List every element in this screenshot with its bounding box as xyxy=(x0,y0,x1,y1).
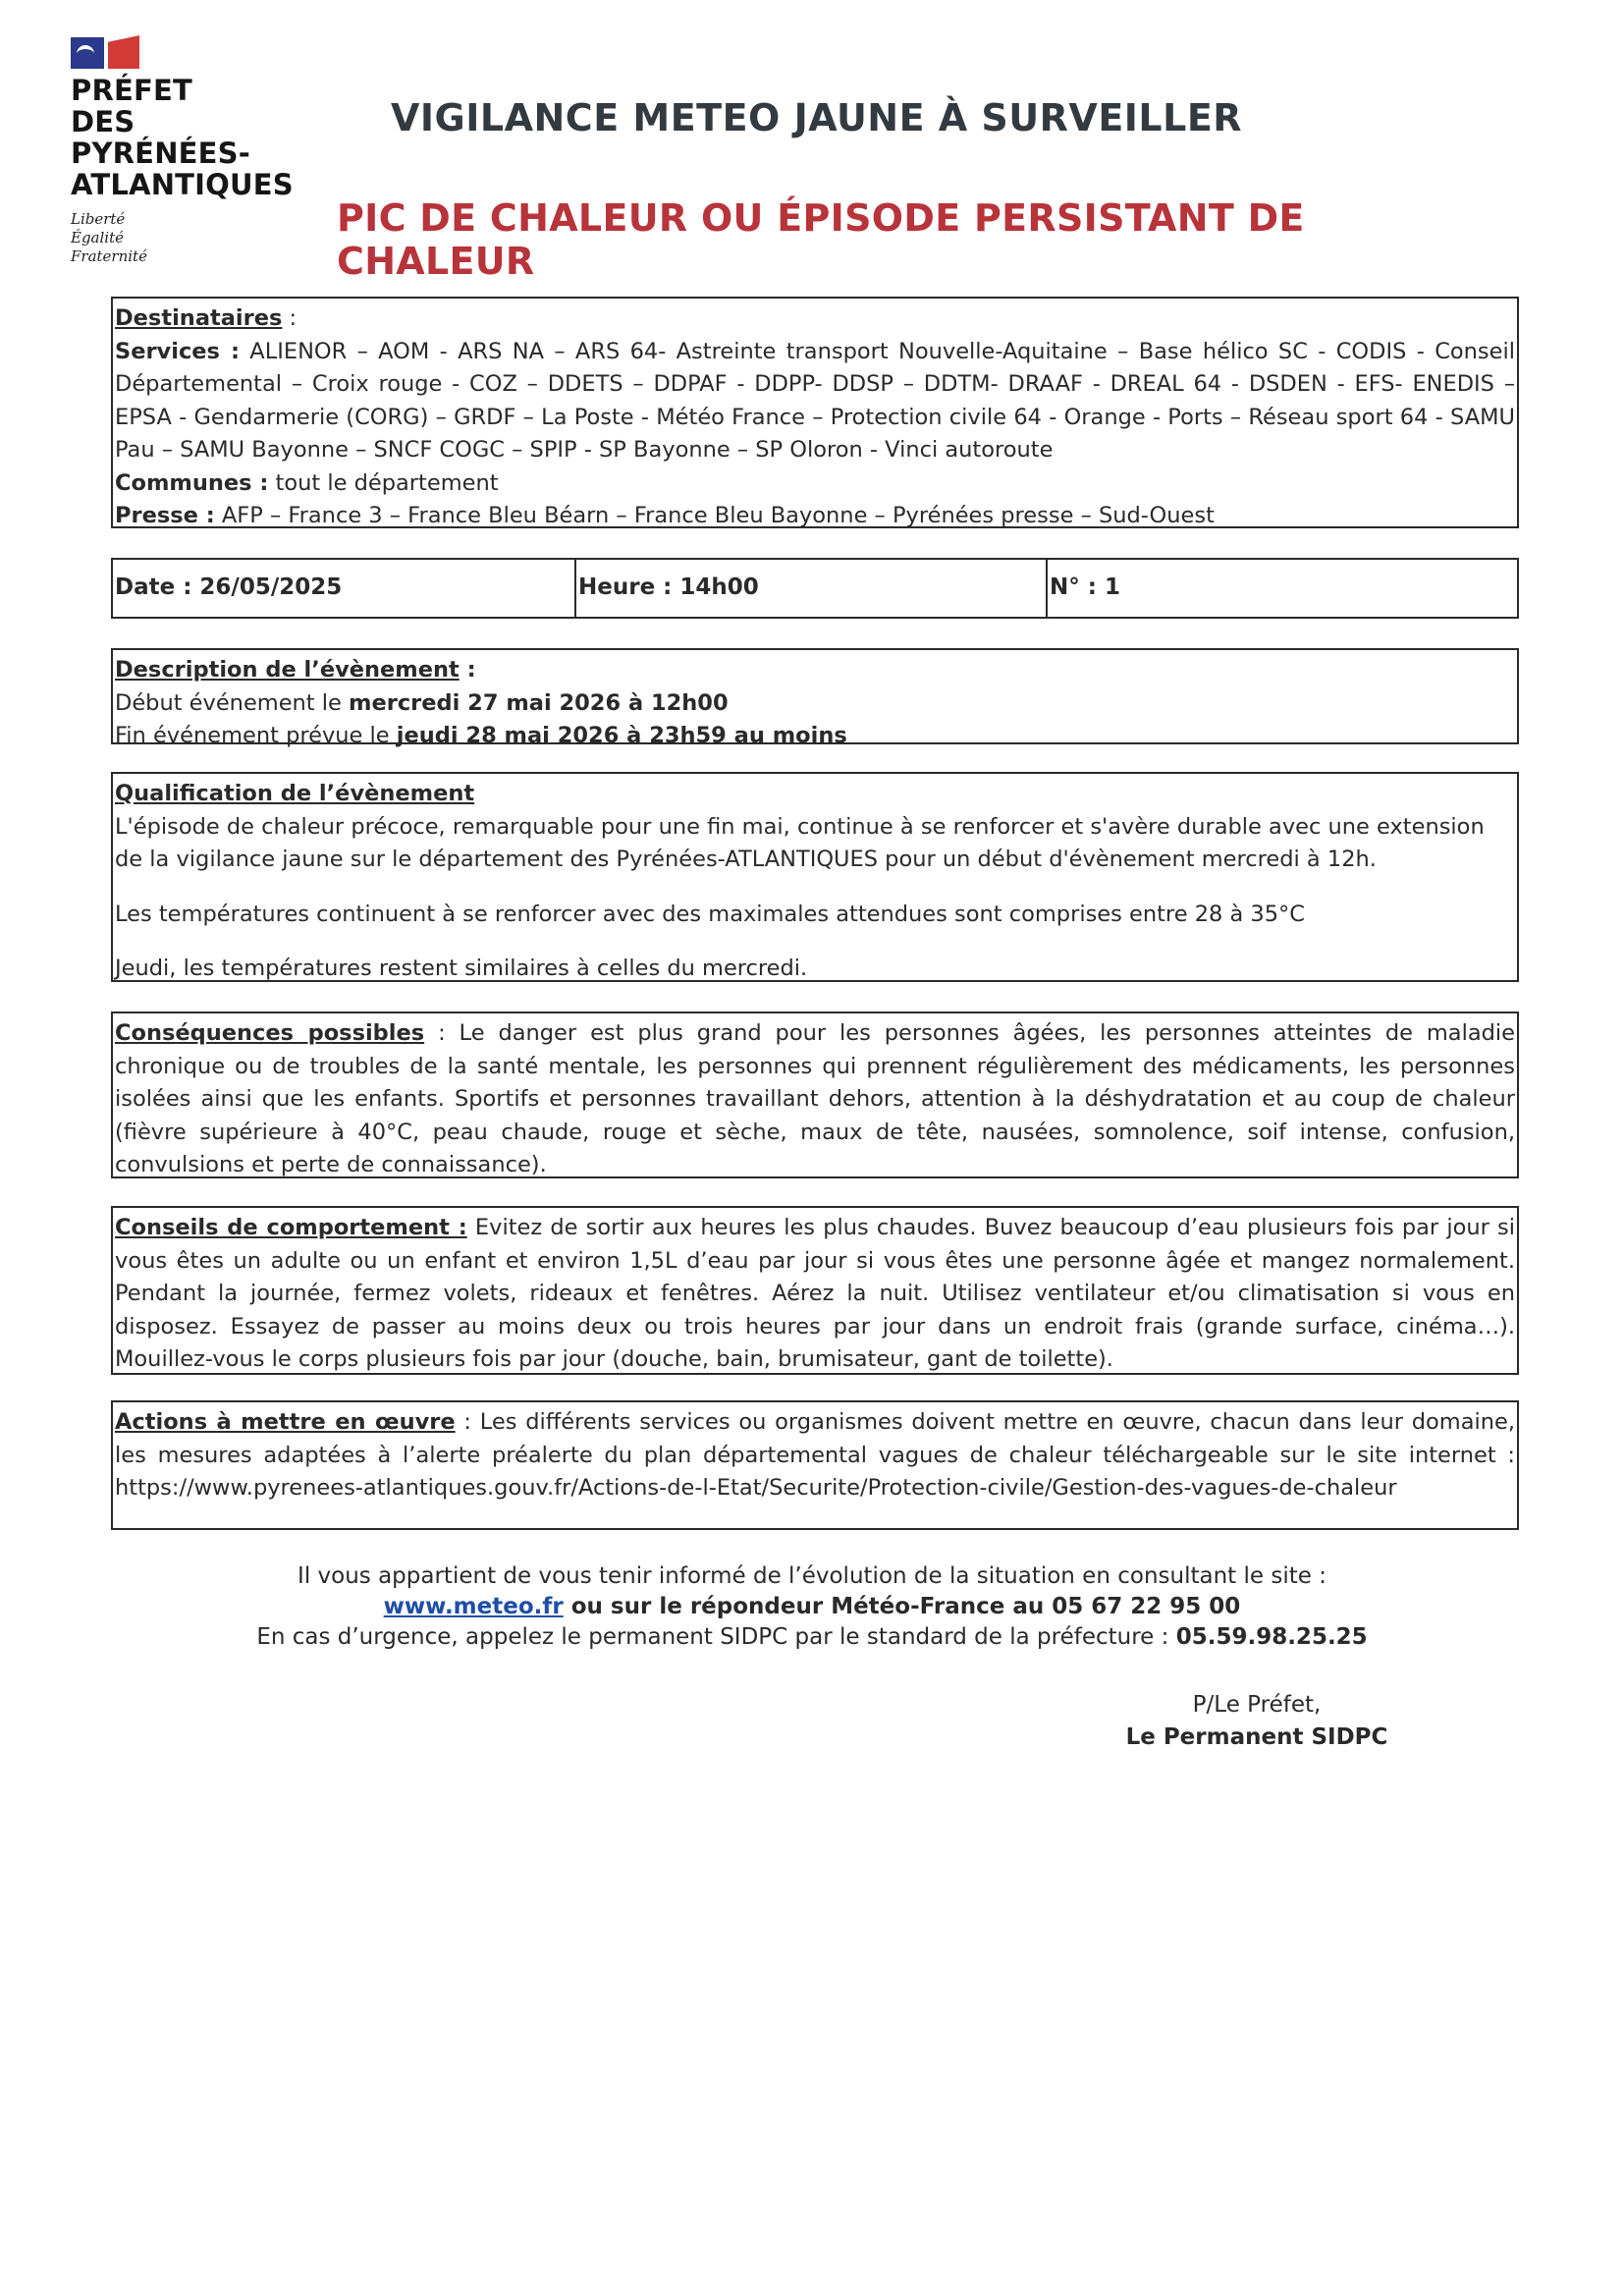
recipients-heading-suffix: : xyxy=(282,305,298,331)
footer-line-2 xyxy=(0,1592,1624,1622)
time-cell: Heure : 14h00 xyxy=(574,560,1046,617)
motto-fraternite: Fraternité xyxy=(71,247,147,265)
presse-label: Presse : xyxy=(115,503,215,528)
marianne-flag-icon xyxy=(71,31,306,69)
date-cell: Date : 26/05/2025 xyxy=(115,574,343,601)
start-prefix: Début événement le xyxy=(115,689,350,716)
recipients-box xyxy=(111,297,1519,528)
emergency-text: En cas d’urgence, appelez le permanent SIDPC par le standard de la préfecture : xyxy=(256,1624,1176,1650)
actions-heading: Actions à mettre en œuvre xyxy=(115,1409,456,1435)
start-datetime: mercredi 27 mai 2026 à 12h00 xyxy=(349,689,729,716)
presse-list: AFP – France 3 – France Bleu Béarn – France Bleu Bayonne – Pyrénées presse – Sud-Ouest xyxy=(214,503,1215,528)
footer-line-3 xyxy=(0,1622,1624,1653)
qualification-paragraph-2: Les températures continuent à se renforcer avec des maximales attendues sont comprises entre 28 à 35°C xyxy=(115,901,1306,927)
communes-value: tout le département xyxy=(268,469,499,496)
number-cell: N° : 1 xyxy=(1046,560,1517,617)
end-prefix: Fin événement prévue le xyxy=(115,723,397,748)
prefecture-logo xyxy=(71,31,306,266)
org-line-1: PRÉFET xyxy=(71,74,192,107)
org-line-2: DES PYRÉNÉES- xyxy=(71,105,251,170)
meteo-link[interactable]: www.meteo.fr xyxy=(383,1594,564,1619)
org-name xyxy=(71,75,306,200)
flag-red-icon xyxy=(108,35,139,69)
communes-label: Communes : xyxy=(115,469,269,496)
motto xyxy=(71,210,306,266)
consequences-box xyxy=(111,1011,1519,1178)
consequences-heading: Conséquences possibles xyxy=(115,1020,425,1046)
qualification-heading: Qualification de l’évènement xyxy=(115,781,475,806)
description-heading-suffix: : xyxy=(459,657,476,683)
description-heading: Description de l’évènement xyxy=(115,657,460,683)
services-list: ALIENOR – AOM - ARS NA – ARS 64- Astreinte transport Nouvelle-Aquitaine – Base hélico SC - CODIS - Conseil Départemental – Croix rouge - COZ – DDETS – DDPAF - DDPP- DDSP – DDTM- DRAAF - DREAL 64 - DSDEN - EFS- ENEDIS – EPSA - Gendarmerie (CORG) – GRDF – La Poste - Météo France – Protection civile 64 - Orange - Ports – Réseau sport 64 - SAMU Pau – SAMU Bayonne – SNCF COGC – SPIP - SP Bayonne – SP Oloron - Vinci autoroute xyxy=(115,338,1515,463)
signature-block xyxy=(1110,1689,1404,1754)
advice-heading: Conseils de comportement : xyxy=(115,1215,467,1240)
advice-text: Evitez de sortir aux heures les plus chaudes. Buvez beaucoup d’eau plusieurs fois par jour si vous êtes un adulte ou un enfant et environ 1,5L d’eau par jour si vous êtes une personne âgée et mangez normalement. Pendant la journée, fermez volets, rideaux et fenêtres. Aérez la nuit. Utilisez ventilateur et/ou climatisation si vous en disposez. Essayez de passer au moins deux ou trois heures par jour dans un endroit frais (grande surface, cinéma…). Mouillez-vous le corps plusieurs fois par jour (douche, bain, brumisateur, gant de toilette). xyxy=(115,1215,1516,1372)
services-label: Services : xyxy=(115,338,240,364)
advice-box xyxy=(111,1206,1519,1375)
actions-box xyxy=(111,1400,1519,1530)
end-datetime: jeudi 28 mai 2026 à 23h59 au moins xyxy=(396,723,847,748)
org-line-3: ATLANTIQUES xyxy=(71,168,294,201)
motto-egalite: Égalité xyxy=(71,229,124,246)
page-subtitle: PIC DE CHALEUR OU ÉPISODE PERSISTANT DE CHALEUR xyxy=(337,196,1305,283)
signature-line-1: P/Le Préfet, xyxy=(1192,1692,1322,1718)
signature-line-2: Le Permanent SIDPC xyxy=(1125,1724,1388,1750)
footer-phone-text: ou sur le répondeur Météo-France au 05 67 22 95 00 xyxy=(563,1594,1241,1619)
flag-blue-icon xyxy=(71,37,104,69)
consequences-text: : Le danger est plus grand pour les personnes âgées, les personnes atteintes de maladie chronique ou de troubles de la santé mentale, les personnes qui prennent régulièrement des médicaments, les personnes isolées ainsi que les enfants. Sportifs et personnes travaillant dehors, attention à la déshydratation et au coup de chaleur (fièvre supérieure à 40°C, peau chaude, rouge et sèche, maux de tête, nausées, somnolence, soif intense, confusion, convulsions et perte de connaissance). xyxy=(115,1020,1515,1177)
actions-text: : Les différents services ou organismes doivent mettre en œuvre, chacun dans leur domaine, les mesures adaptées à l’alerte préalerte du plan départemental vagues de chaleur téléchargeable sur le site internet : https://www.pyrenees-atlantiques.gouv.fr/Actions-de-l-Etat/Securite/Protection-civile/Gestion-des-vagues-de-chaleur xyxy=(115,1409,1515,1501)
qualification-paragraph-1: L'épisode de chaleur précoce, remarquable pour une fin mai, continue à se renforcer et s'avère durable avec une extension de la vigilance jaune sur le département des Pyrénées-ATLANTIQUES pour un début d'évènement mercredi à 12h. xyxy=(115,813,1485,872)
footer-line-1: Il vous appartient de vous tenir informé de l’évolution de la situation en consultant le site : xyxy=(298,1563,1326,1589)
meta-row xyxy=(111,558,1519,619)
description-box xyxy=(111,648,1519,748)
motto-liberte: Liberté xyxy=(71,210,126,228)
qualification-paragraph-3: Jeudi, les températures restent similaires à celles du mercredi. xyxy=(115,956,808,981)
page-title: VIGILANCE METEO JAUNE À SURVEILLER xyxy=(391,96,1243,139)
qualification-box xyxy=(111,772,1519,982)
recipients-heading: Destinataires xyxy=(115,305,283,331)
contact-footer xyxy=(0,1561,1624,1653)
emergency-phone: 05.59.98.25.25 xyxy=(1175,1624,1368,1650)
